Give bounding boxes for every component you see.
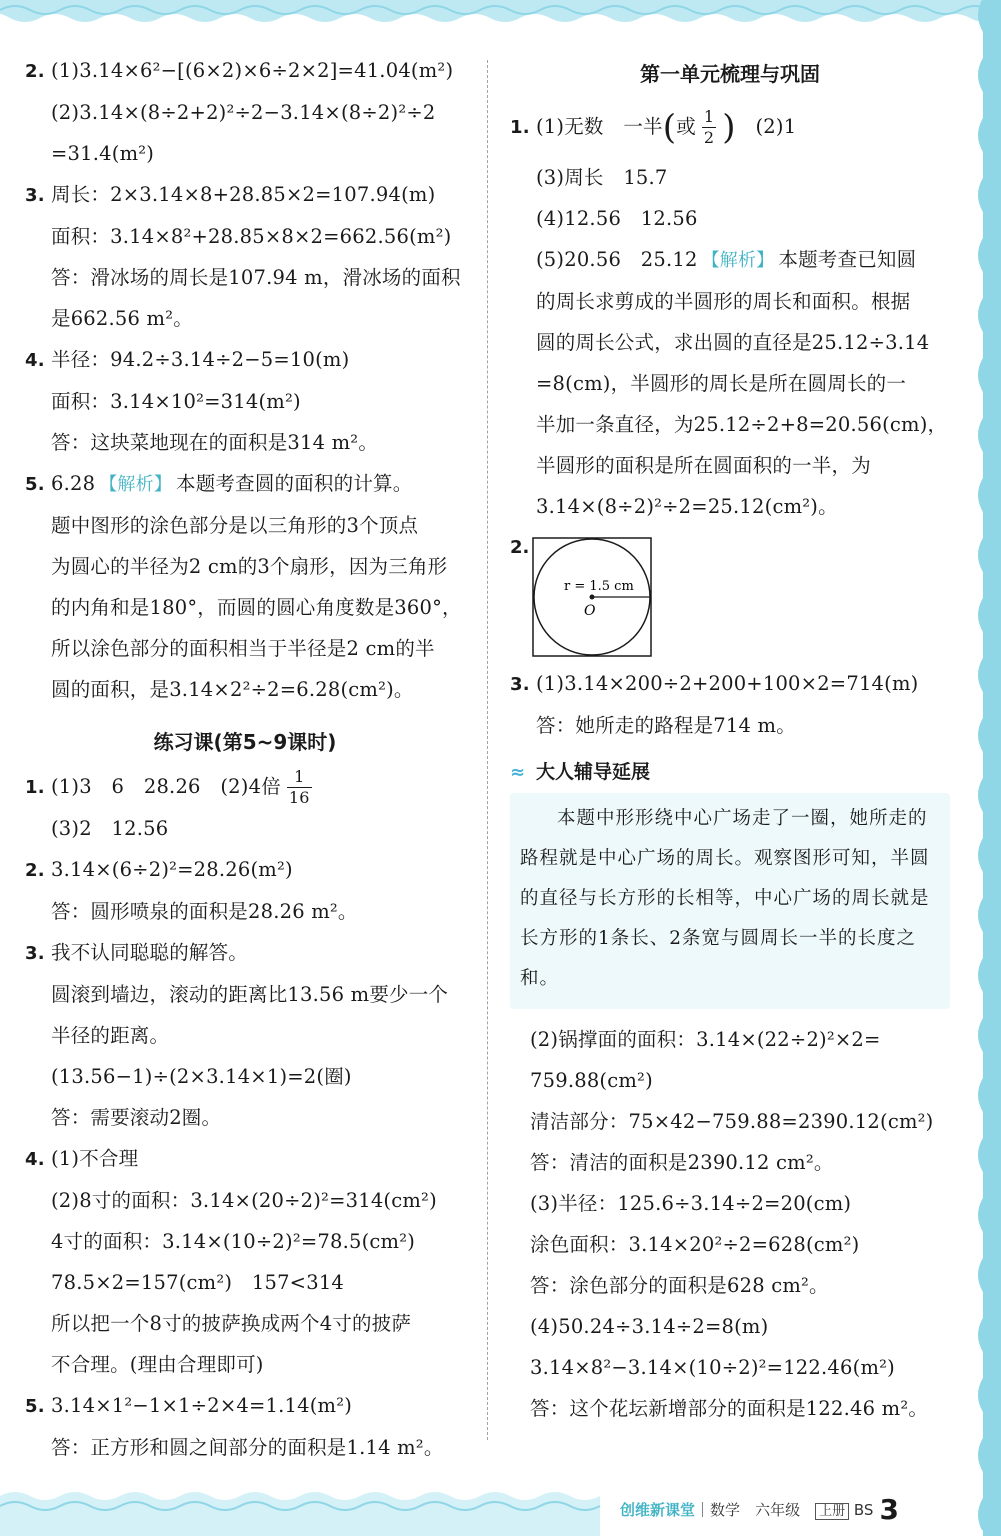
question-number: 1.: [510, 117, 530, 138]
question-number: 2.: [25, 860, 45, 881]
answer-line: 题中图形的涂色部分是以三角形的3个顶点: [51, 514, 419, 537]
circle-in-square-figure: [532, 537, 652, 657]
answer-text: (2)1: [755, 115, 797, 138]
answer-line: [25, 849, 465, 891]
answer-text: 3.14×1²−1×1÷2×4=1.14(m²): [51, 1394, 353, 1417]
tutor-section-title: 大人辅导延展: [536, 761, 651, 783]
answer-line: 3.14×8²−3.14×(10÷2)²=122.46(m²): [530, 1356, 895, 1379]
answer-line: (2)8寸的面积：3.14×(20÷2)²=314(cm²): [51, 1189, 437, 1212]
answer-text: 本题考查已知圆: [778, 248, 917, 271]
answer-text: (1)3.14×200÷2+200+100×2=714(m): [536, 672, 919, 695]
answer-line: 半圆形的面积是所在圆面积的一半，为: [536, 454, 871, 477]
question-number: 2.: [25, 61, 45, 82]
fraction: [287, 767, 312, 808]
answer-line: 面积：3.14×8²+28.85×8×2=662.56(m²): [51, 225, 452, 248]
answer-line: 面积：3.14×10²=314(m²): [51, 390, 301, 413]
answer-text: (1)3.14×6²−[(6×2)×6÷2×2]=41.04(m²): [51, 59, 454, 82]
answer-line: 半加一条直径，为25.12÷2+8=20.56(cm)，: [536, 413, 948, 436]
question-number: 1.: [25, 777, 45, 798]
answer-text: (1)3 6 28.26 (2)4倍: [51, 775, 281, 798]
right-wave-border: [971, 0, 1001, 1536]
answer-line: [510, 239, 950, 281]
answer-line: 3.14×(8÷2)²÷2=25.12(cm²)。: [536, 495, 838, 518]
question-number: 2.: [510, 537, 530, 558]
answer-line: (2)锅撑面的面积：3.14×(22÷2)²×2=: [530, 1028, 881, 1051]
answer-line: 不合理。(理由合理即可): [51, 1353, 264, 1376]
footer-volume: 上册: [815, 1503, 849, 1520]
answer-line: 的内角和是180°，而圆的圆心角度数是360°，: [51, 596, 462, 619]
footer-grade: 六年级: [755, 1501, 801, 1519]
answer-line: 的周长求剪成的半圆形的周长和面积。根据: [536, 290, 911, 313]
analysis-tag: 【解析】: [99, 474, 173, 495]
fraction-denominator: 16: [288, 788, 310, 807]
answer-line: 为圆心的半径为2 cm的3个扇形，因为三角形: [51, 555, 448, 578]
answer-line: 所以涂色部分的面积相当于半径是2 cm的半: [51, 637, 435, 660]
right-column: [510, 50, 950, 1429]
answer-line: 答：这块菜地现在的面积是314 m²。: [51, 431, 379, 454]
center-dot: [590, 595, 595, 600]
question-number: 5.: [25, 474, 45, 495]
answer-line: (3)半径：125.6÷3.14÷2=20(cm): [530, 1192, 852, 1215]
answer-text: 半径：94.2÷3.14÷2−5=10(m): [51, 348, 350, 371]
answer-text: (5)20.56 25.12: [536, 248, 698, 271]
footer-edition: BS: [853, 1501, 874, 1519]
answer-line: =31.4(m²): [51, 142, 155, 165]
answer-line: 答：涂色部分的面积是628 cm²。: [530, 1274, 829, 1297]
answer-line: 759.88(cm²): [530, 1069, 653, 1092]
answer-line: 答：滑冰场的周长是107.94 m，滑冰场的面积: [51, 266, 461, 289]
answer-line: 答：这个花坛新增部分的面积是122.46 m²。: [530, 1397, 929, 1420]
footer-brand: 创维新课堂: [620, 1501, 696, 1519]
column-divider: [487, 60, 488, 1440]
answer-text: (1)无数 一半: [536, 115, 663, 138]
question-number: 4.: [25, 1149, 45, 1170]
answer-text: 我不认同聪聪的解答。: [51, 941, 249, 964]
answer-line: 涂色面积：3.14×20²÷2=628(cm²): [530, 1233, 860, 1256]
fraction-numerator: 1: [287, 767, 312, 788]
answer-line: 圆的周长公式，求出圆的直径是25.12÷3.14: [536, 331, 930, 354]
answer-line: (13.56−1)÷(2×3.14×1)=2(圈): [51, 1065, 352, 1088]
answer-line: [25, 1385, 465, 1427]
answer-line: 半径的距离。: [51, 1024, 170, 1047]
fraction-denominator: 2: [703, 128, 715, 147]
wave-icon: ≈: [510, 762, 526, 783]
paren-open: (: [662, 107, 677, 148]
left-column: [25, 50, 465, 1468]
fraction-numerator: 1: [703, 107, 715, 126]
question-number: 3.: [510, 674, 530, 695]
figure-block: [510, 533, 950, 663]
answer-line: (4)12.56 12.56: [536, 207, 698, 230]
answer-line: (4)50.24÷3.14÷2=8(m): [530, 1315, 769, 1338]
tutor-section-header: [510, 752, 950, 793]
answer-line: (3)2 12.56: [51, 817, 169, 840]
top-wave-border: [0, 0, 1001, 40]
paren-close: ): [722, 107, 736, 148]
answer-line: 圆的面积，是3.14×2²÷2=6.28(cm²)。: [51, 678, 414, 701]
page-number: 3: [879, 1493, 899, 1526]
answer-line: 78.5×2=157(cm²) 157<314: [51, 1271, 345, 1294]
question-number: 4.: [25, 350, 45, 371]
section-title-practice: 练习课(第5~9课时): [153, 730, 337, 754]
answer-line: 所以把一个8寸的披萨换成两个4寸的披萨: [51, 1312, 412, 1335]
answer-line: 答：需要滚动2圈。: [51, 1106, 222, 1129]
tutor-note-text: 本题中形形绕中心广场走了一圈，她所走的路程就是中心广场的周长。观察图形可知，半圆的直径与长方形的长相等，中心广场的周长就是长方形的1条长、2条宽与圆周长一半的长度之和。: [520, 808, 930, 989]
answer-text: 6.28: [51, 472, 96, 495]
answer-line: 4寸的面积：3.14×(10÷2)²=78.5(cm²): [51, 1230, 416, 1253]
radius-label: r = 1.5 cm: [564, 579, 634, 594]
answer-line: [25, 50, 465, 92]
answer-line: [25, 174, 465, 216]
answer-line: (2)3.14×(8÷2+2)²÷2−3.14×(8÷2)²÷2: [51, 101, 436, 124]
answer-text: 或: [676, 115, 696, 138]
answer-line: [25, 932, 465, 974]
answer-text: 本题考查圆的面积的计算。: [176, 472, 413, 495]
answer-text: (1)不合理: [51, 1147, 139, 1170]
fraction: [702, 107, 716, 148]
page-footer: 创维新课堂｜数学 六年级 上册 BS 3: [620, 1493, 899, 1526]
answer-line: 答：正方形和圆之间部分的面积是1.14 m²。: [51, 1436, 444, 1459]
center-label: O: [584, 603, 596, 619]
answer-line: 是662.56 m²。: [51, 307, 193, 330]
question-number: 5.: [25, 1396, 45, 1417]
answer-line: 答：圆形喷泉的面积是28.26 m²。: [51, 900, 358, 923]
answer-line: [510, 663, 950, 705]
answer-line: [25, 339, 465, 381]
answer-line: [25, 1138, 465, 1180]
answer-line: =8(cm)，半圆形的周长是所在圆周长的一: [536, 372, 907, 395]
analysis-tag: 【解析】: [701, 250, 775, 271]
answer-text: 周长：2×3.14×8+28.85×2=107.94(m): [51, 183, 436, 206]
answer-line: 圆滚到墙边，滚动的距离比13.56 m要少一个: [51, 983, 449, 1006]
answer-text: 3.14×(6÷2)²=28.26(m²): [51, 858, 293, 881]
question-number: 3.: [25, 943, 45, 964]
answer-line: [25, 766, 465, 808]
answer-line: 答：她所走的路程是714 m。: [536, 714, 796, 737]
answer-line: [25, 463, 465, 505]
answer-line: [510, 98, 950, 157]
footer-subject: 数学: [710, 1501, 741, 1519]
answer-line: (3)周长 15.7: [536, 166, 668, 189]
tutor-note-box: [510, 793, 950, 1009]
answer-line: 答：清洁的面积是2390.12 cm²。: [530, 1151, 834, 1174]
answer-line: 清洁部分：75×42−759.88=2390.12(cm²): [530, 1110, 934, 1133]
section-title-unit-review: 第一单元梳理与巩固: [640, 62, 820, 86]
question-number: 3.: [25, 185, 45, 206]
